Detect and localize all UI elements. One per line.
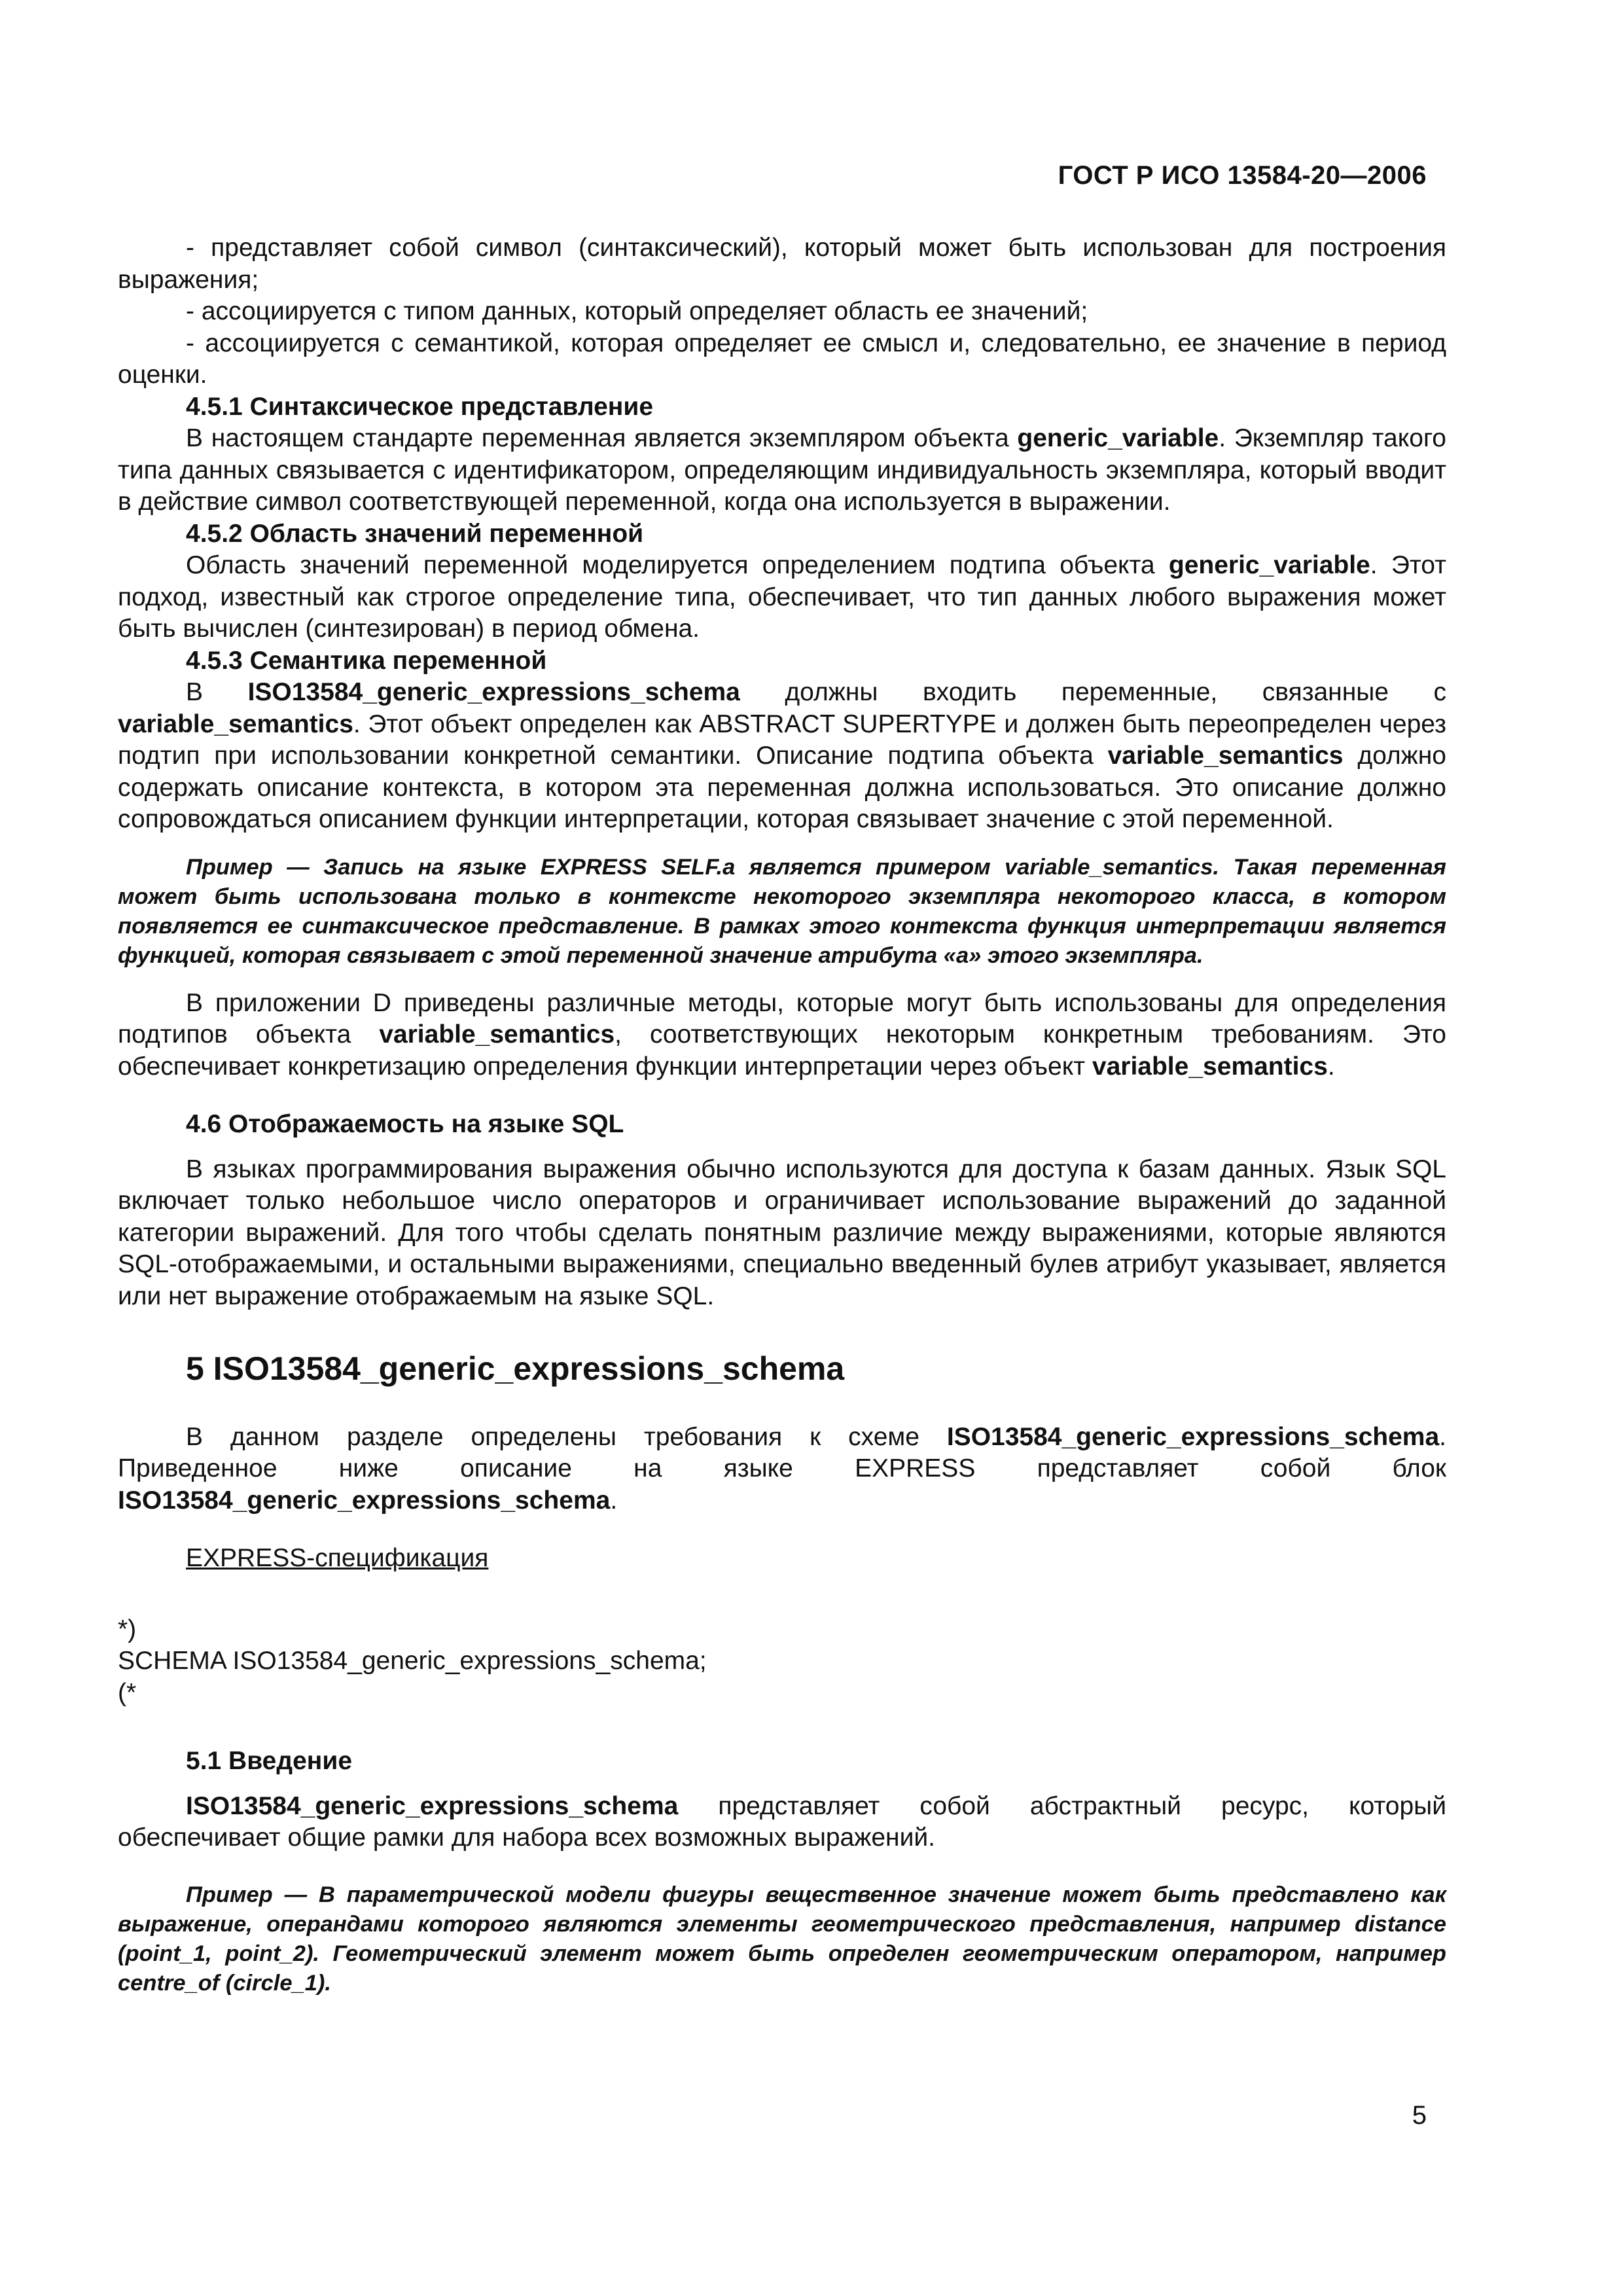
paragraph-4-5-3-annex: В приложении D приведены различные методы, которые могут быть использованы для определения подтипов объекта variable_semantics, соответствующих некоторым конкретным требованиям. Это обеспечивает конкретизацию определения функции интерпретации через объект variable_semantics. bbox=[118, 988, 1446, 1081]
paragraph-section-5: В данном разделе определены требования к схеме ISO13584_generic_expressions_schema. Приведенное ниже описание на языке EXPRESS представляет собой блок ISO13584_generic_expressions_schema. bbox=[118, 1422, 1446, 1515]
heading-5-1: 5.1 Введение bbox=[186, 1747, 353, 1775]
code-line: *) bbox=[118, 1615, 137, 1643]
paragraph-5-1: ISO13584_generic_expressions_schema представляет собой абстрактный ресурс, который обеспечивает общие рамки для набора всех возможных выражений. bbox=[118, 1791, 1446, 1852]
paragraph-4-5-2: Область значений переменной моделируется определением подтипа объекта generic_variable. Этот подход, известный как строгое определение типа, обеспечивает, что тип данных любого выражения может быть вычислен (синтезирован) в период обмена. bbox=[118, 551, 1446, 643]
express-code-block bbox=[118, 1614, 1446, 1710]
heading-4-6: 4.6 Отображаемость на языке SQL bbox=[186, 1110, 624, 1138]
term-variable-semantics: variable_semantics bbox=[1092, 1052, 1328, 1081]
paragraph-4-6: В языках программирования выражения обычно используются для доступа к базам данных. Язык SQL включает только небольшое число операторов и ограничивает использование выражений до заданной категории выражений. Для того чтобы сделать понятным различие между выражениями, которые являются SQL-отображаемыми, и остальными выражениями, специально введенный булев атрибут указывает, является или нет выражение отображаемым на языке SQL. bbox=[118, 1155, 1446, 1310]
term-variable-semantics: variable_semantics bbox=[1107, 742, 1344, 770]
term-generic-variable: generic_variable bbox=[1017, 424, 1219, 452]
page-number: 5 bbox=[1412, 2101, 1427, 2130]
list-item: - представляет собой символ (синтаксический), который может быть использован для построения выражения; bbox=[118, 234, 1446, 294]
example-note-5-1: Пример — В параметрической модели фигуры вещественное значение может быть представлено как выражение, операндами которого являются элементы геометрического представления, например distance (point_1, point_2). Геометрический элемент может быть определен геометрическим оператором, например centre_of (circle_1). bbox=[118, 1882, 1446, 1996]
list-item: - ассоциируется с семантикой, которая определяет ее смысл и, следовательно, ее значение в период оценки. bbox=[118, 329, 1446, 389]
term-schema: ISO13584_generic_expressions_schema bbox=[118, 1486, 611, 1515]
term-generic-variable: generic_variable bbox=[1168, 551, 1370, 579]
term-variable-semantics: variable_semantics bbox=[379, 1020, 615, 1049]
standard-header: ГОСТ Р ИСО 13584-20—2006 bbox=[1058, 161, 1427, 190]
list-item: - ассоциируется с типом данных, который определяет область ее значений; bbox=[186, 297, 1088, 325]
term-schema: ISO13584_generic_expressions_schema bbox=[946, 1422, 1440, 1451]
example-note-4-5-3: Пример — Запись на языке EXPRESS SELF.a является примером variable_semantics. Такая переменная может быть использована только в контексте некоторого экземпляра некоторого класса, в котором появляется ее синтаксическое представление. В рамках этого контекста функция интерпретации является функцией, которая связывает с этой переменной значение атрибута «a» этого экземпляра. bbox=[118, 854, 1446, 968]
heading-4-5-3: 4.5.3 Семантика переменной bbox=[186, 646, 547, 675]
page-content bbox=[118, 232, 1446, 2015]
heading-section-5: 5 ISO13584_generic_expressions_schema bbox=[186, 1350, 845, 1387]
heading-4-5-1: 4.5.1 Синтаксическое представление bbox=[186, 392, 654, 421]
term-schema: ISO13584_generic_expressions_schema bbox=[247, 678, 740, 706]
code-line: SCHEMA ISO13584_generic_expressions_schema; bbox=[118, 1647, 707, 1675]
term-variable-semantics: variable_semantics bbox=[118, 709, 353, 738]
term-schema: ISO13584_generic_expressions_schema bbox=[186, 1791, 679, 1820]
paragraph-4-5-1: В настоящем стандарте переменная является экземпляром объекта generic_variable. Экземпляр такого типа данных связывается с идентификатором, определяющим индивидуальность экземпляра, который вводит в действие символ соответствующей переменной, когда она используется в выражении. bbox=[118, 424, 1447, 516]
express-spec-label: EXPRESS-спецификация bbox=[186, 1544, 489, 1572]
paragraph-4-5-3: В ISO13584_generic_expressions_schema должны входить переменные, связанные с variable_semantics. Этот объект определен как ABSTRACT SUPERTYPE и должен быть переопределен через подтип при использовании конкретной семантики. Описание подтипа объекта variable_semantics должно содержать описание контекста, в котором эта переменная должна использоваться. Это описание должно сопровождаться описанием функции интерпретации, которая связывает значение с этой переменной. bbox=[118, 678, 1446, 833]
heading-4-5-2: 4.5.2 Область значений переменной bbox=[186, 519, 644, 548]
code-line: (* bbox=[118, 1678, 137, 1707]
